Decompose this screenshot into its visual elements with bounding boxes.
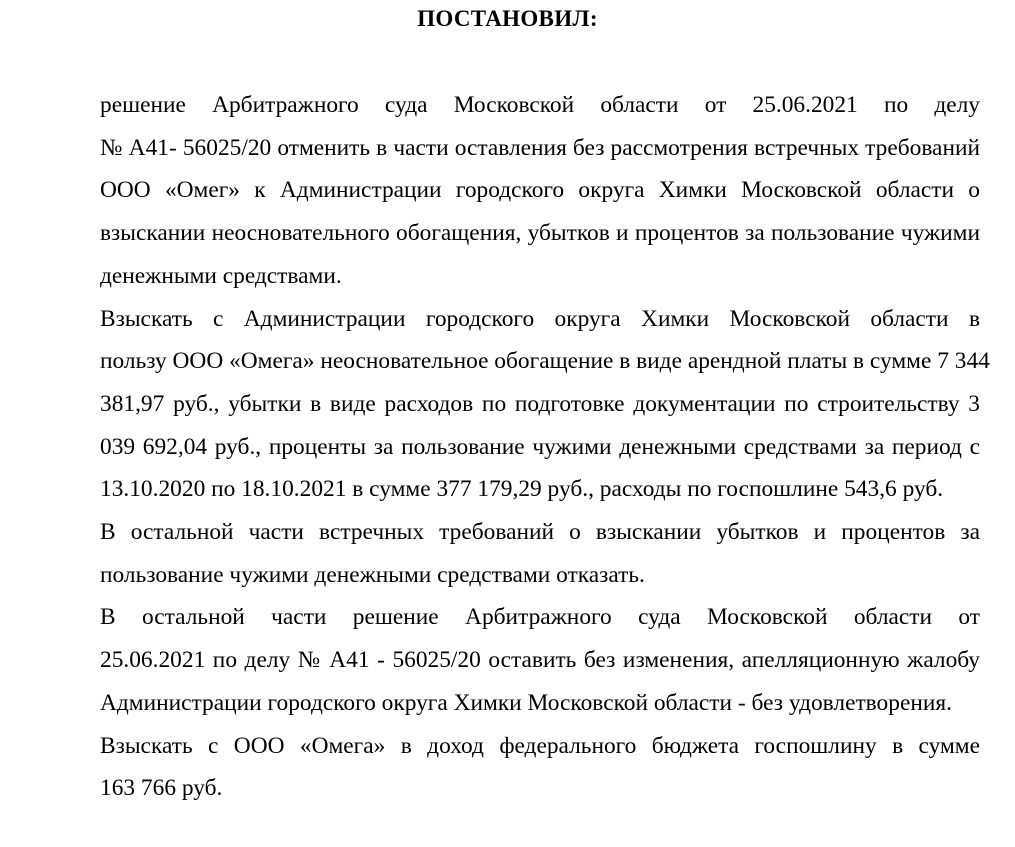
paragraph-line: пользу ООО «Омега» неосновательное обогащение в виде арендной платы в сумме 7 344 [100, 348, 990, 375]
paragraph-line: пользование чужими денежными средствами отказать. [100, 561, 645, 588]
paragraph-line: Взыскать с Администрации городского округа Химки Московской области в [100, 305, 980, 332]
paragraph-line: денежными средствами. [100, 262, 342, 289]
paragraph-line: Взыскать с ООО «Омега» в доход федерального бюджета госпошлину в сумме [100, 732, 980, 759]
paragraph-unchanged [34, 596, 980, 724]
paragraph-line: ООО «Омег» к Администрации городского округа Химки Московской области о [100, 177, 980, 204]
paragraph-line: 381,97 руб., убытки в виде расходов по подготовке документации по строительству 3 [100, 390, 980, 417]
paragraph-line: № А41- 56025/20 отменить в части оставления без рассмотрения встречных требований [100, 134, 980, 161]
document-heading: ПОСТАНОВИЛ: [417, 6, 598, 31]
paragraph-line: Администрации городского округа Химки Московской области - без удовлетворения. [100, 689, 952, 716]
paragraph-line: 25.06.2021 по делу № А41 - 56025/20 оставить без изменения, апелляционную жалобу [100, 647, 980, 674]
paragraph-decision [34, 84, 980, 298]
paragraph-state-duty [34, 725, 980, 810]
paragraph-refusal [34, 511, 980, 596]
paragraph-line: 13.10.2020 по 18.10.2021 в сумме 377 179,29 руб., расходы по госпошлине 543,6 руб. [100, 476, 944, 503]
paragraph-line: В остальной части встречных требований о взыскании убытков и процентов за [100, 519, 980, 546]
paragraph-line: взыскании неосновательного обогащения, убытков и процентов за пользование чужими [100, 220, 980, 247]
paragraph-line: В остальной части решение Арбитражного суда Московской области от [100, 604, 980, 631]
paragraph-recovery [34, 298, 990, 512]
paragraph-line: 163 766 руб. [100, 775, 223, 802]
paragraph-line: 039 692,04 руб., проценты за пользование чужими денежными средствами за период с [100, 433, 980, 460]
document-body [34, 84, 990, 810]
paragraph-line: решение Арбитражного суда Московской области от 25.06.2021 по делу [100, 92, 980, 118]
